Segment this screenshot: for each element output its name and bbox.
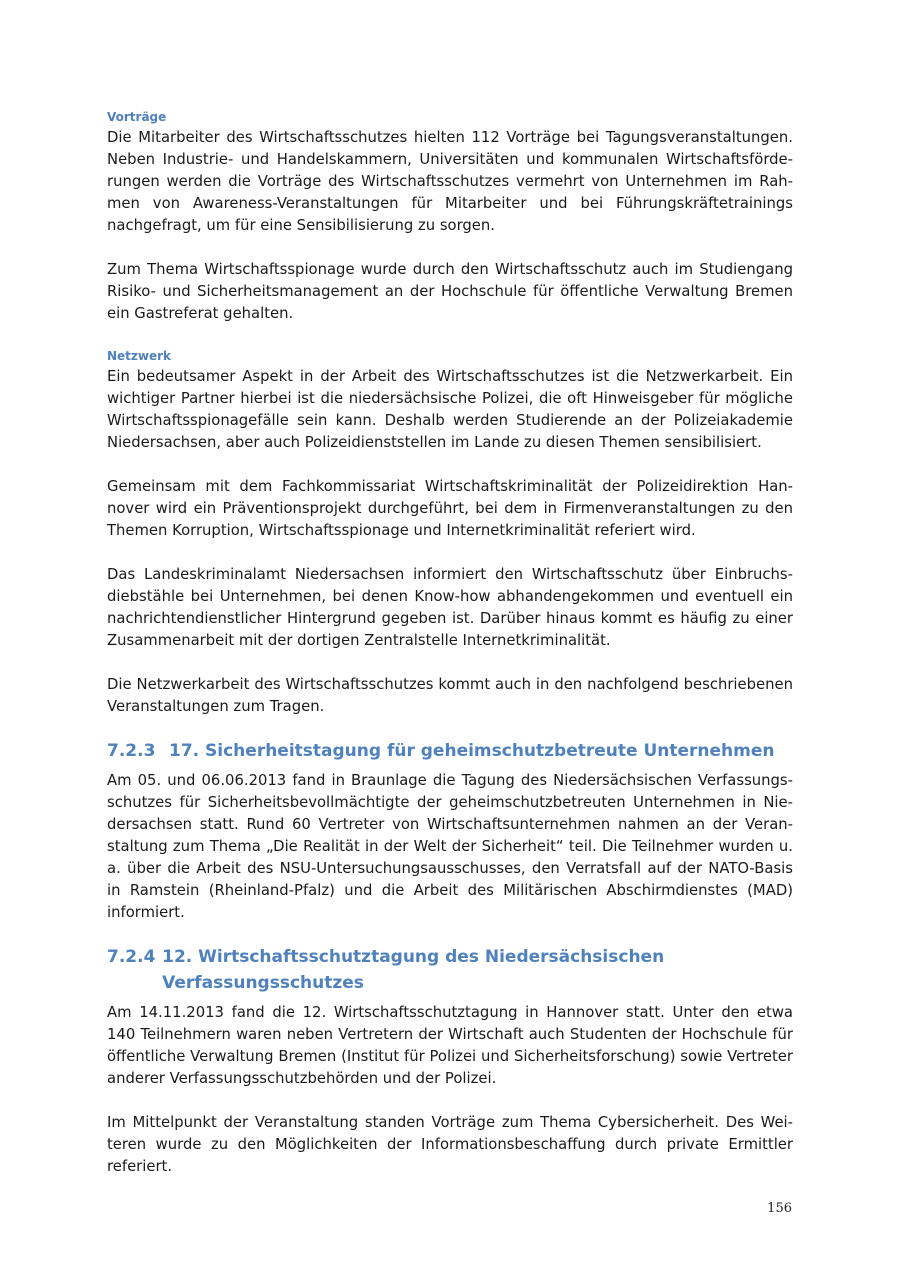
paragraph: Im Mittelpunkt der Veranstaltung standen Vorträge zum Thema Cybersicherheit. Des Weiteren wurde zu den Möglichkeiten der Informationsbeschaffung durch private Ermittler referiert. — [107, 1114, 793, 1175]
paragraph: Am 14.11.2013 fand die 12. Wirtschaftsschutztagung in Hannover statt. Unter den etwa 140 Teilnehmern waren neben Vertretern der Wirtschaft auch Studenten der Hochschule für öffentliche Verwaltung Bremen (Institut für Polizei und Sicherheitsforschung) sowie Vertreter anderer Verfassungsschutzbehörden und der Polizei. — [107, 1004, 793, 1087]
paragraph: Das Landeskriminalamt Niedersachsen informiert den Wirtschaftsschutz über Einbruchsdiebstähle bei Unternehmen, bei denen Know-how abhandengekommen und eventuell ein nachrichtendienstlicher Hintergrund gegeben ist. Darüber hinaus kommt es häufig zu einer Zusammenarbeit mit der dortigen Zentralstelle Internetkriminalität. — [107, 566, 793, 649]
page-number: 156 — [767, 1201, 792, 1216]
paragraph: Gemeinsam mit dem Fachkommissariat Wirtschaftskriminalität der Polizeidirektion Hannover wird ein Präventionsprojekt durchgeführt, bei dem in Firmenveranstaltungen zu den Themen Korruption, Wirtschaftsspionage und Internetkriminalität referiert wird. — [107, 478, 793, 539]
subheading-netzwerk: Netzwerk — [107, 349, 172, 363]
section-title: 12. Wirtschaftsschutztagung des Niedersächsischen Verfassungsschutzes — [162, 947, 665, 993]
paragraph: Die Mitarbeiter des Wirtschaftsschutzes hielten 112 Vorträge bei Tagungsveranstaltungen. Neben Industrie- und Handelskammern, Universitäten und kommunalen Wirtschaftsförderungen werden die Vorträge des Wirtschaftsschutzes vermehrt von Unternehmen im Rahmen von Awareness-Veranstaltungen für Mitarbeiter und bei Führungskräftetrainings nachgefragt, um für eine Sensibilisierung zu sorgen. — [107, 129, 793, 234]
paragraph: Die Netzwerkarbeit des Wirtschaftsschutzes kommt auch in den nachfolgend beschriebenen Veranstaltungen zum Tragen. — [107, 676, 793, 715]
paragraph: Am 05. und 06.06.2013 fand in Braunlage die Tagung des Niedersächsischen Verfassungsschutzes für Sicherheitsbevollmächtigte der geheimschutzbetreuten Unternehmen in Niedersachsen statt. Rund 60 Vertreter von Wirtschaftsunternehmen nahmen an der Veranstaltung zum Thema „Die Realität in der Welt der Sicherheit“ teil. Die Teilnehmer wurden u. a. über die Arbeit des NSU-Untersuchungsausschusses, den Verratsfall auf der NATO-Basis in Ramstein (Rheinland-Pfalz) und die Arbeit des Militärischen Abschirmdienstes (MAD) informiert. — [107, 772, 793, 921]
section-heading-7-2-3 — [107, 738, 793, 764]
section-title: 17. Sicherheitstagung für geheimschutzbetreute Unternehmen — [169, 741, 775, 761]
section-heading-7-2-4 — [107, 944, 793, 996]
section-number: 7.2.3 — [107, 741, 156, 761]
document-page — [107, 108, 793, 1178]
subheading-vortraege: Vorträge — [107, 110, 167, 124]
section-number: 7.2.4 — [107, 947, 156, 967]
paragraph: Zum Thema Wirtschaftsspionage wurde durch den Wirtschaftsschutz auch im Studiengang Risiko- und Sicherheitsmanagement an der Hochschule für öffentliche Verwaltung Bremen ein Gastreferat gehalten. — [107, 261, 793, 322]
paragraph: Ein bedeutsamer Aspekt in der Arbeit des Wirtschaftsschutzes ist die Netzwerkarbeit. Ein wichtiger Partner hierbei ist die niedersächsische Polizei, die oft Hinweisgeber für mögliche Wirtschaftsspionagefälle sein kann. Deshalb werden Studierende an der Polizeiakademie Niedersachsen, aber auch Polizeidienststellen im Lande zu diesen Themen sensibilisiert. — [107, 368, 793, 451]
